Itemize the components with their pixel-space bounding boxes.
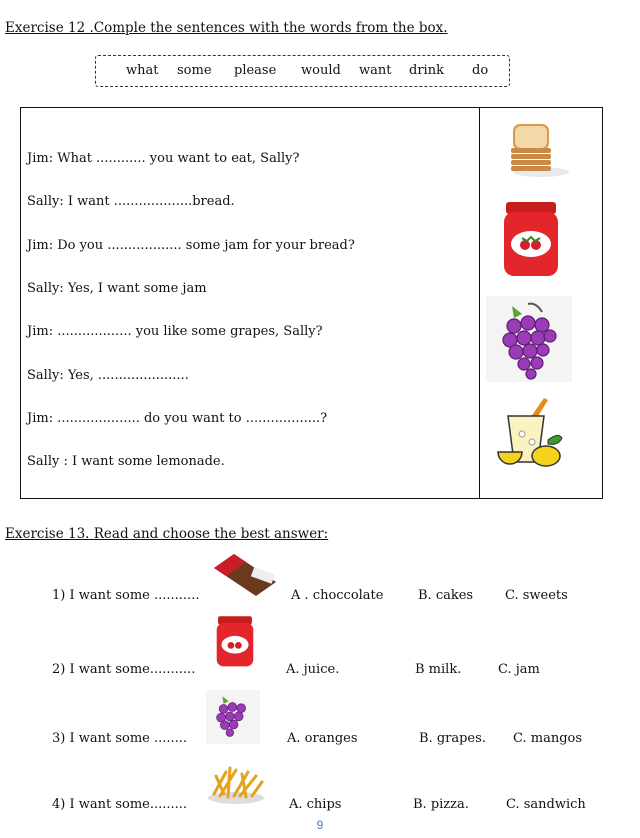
jam-jar-icon [214, 614, 256, 670]
option-b: B. cakes [418, 588, 474, 603]
option-c: C. jam [498, 662, 540, 677]
page-number: 9 [316, 818, 324, 832]
bread-icon [505, 118, 569, 180]
question-stem: 4) I want some......... [52, 797, 188, 812]
option-a: A. chips [289, 797, 342, 812]
dialogue-line: Sally: Yes, I want some jam [27, 281, 207, 296]
option-c: C. sweets [505, 588, 568, 603]
word-drink: drink [409, 63, 444, 78]
word-want: want [359, 63, 392, 78]
jam-jar-icon [500, 200, 562, 280]
word-please: please [234, 63, 277, 78]
chocolate-icon [212, 552, 278, 598]
option-a: A . choccolate [291, 588, 384, 603]
question-stem: 3) I want some ........ [52, 731, 188, 746]
option-a: A. oranges [287, 731, 358, 746]
dialogue-line: Jim: .................... do you want to ..................? [27, 411, 328, 426]
exercise-12-title: Exercise 12 .Comple the sentences with the words from the box. [5, 20, 448, 36]
question-stem: 2) I want some........... [52, 662, 196, 677]
lemonade-icon [496, 394, 564, 472]
french-fries-icon [206, 764, 266, 806]
option-b: B milk. [415, 662, 462, 677]
word-do: do [472, 63, 489, 78]
word-box [95, 55, 510, 87]
dialogue-line: Sally : I want some lemonade. [27, 454, 225, 469]
dialogue-line: Jim: What ............ you want to eat, Sally? [27, 151, 300, 166]
option-b: B. grapes. [419, 731, 486, 746]
exercise-13-title: Exercise 13. Read and choose the best answer: [5, 526, 329, 542]
dialogue-line: Jim: Do you .................. some jam for your bread? [27, 238, 355, 253]
option-b: B. pizza. [413, 797, 469, 812]
dialogue-line: Sally: Yes, ...................... [27, 368, 189, 383]
question-stem: 1) I want some ........... [52, 588, 200, 603]
option-c: C. sandwich [506, 797, 586, 812]
word-some: some [177, 63, 212, 78]
table-divider [479, 108, 480, 498]
grapes-icon [486, 296, 572, 382]
word-would: would [301, 63, 341, 78]
option-c: C. mangos [513, 731, 583, 746]
word-what: what [126, 63, 159, 78]
dialogue-line: Jim: .................. you like some grapes, Sally? [27, 324, 323, 339]
grapes-icon [206, 690, 260, 744]
dialogue-line: Sally: I want ...................bread. [27, 194, 235, 209]
option-a: A. juice. [286, 662, 340, 677]
